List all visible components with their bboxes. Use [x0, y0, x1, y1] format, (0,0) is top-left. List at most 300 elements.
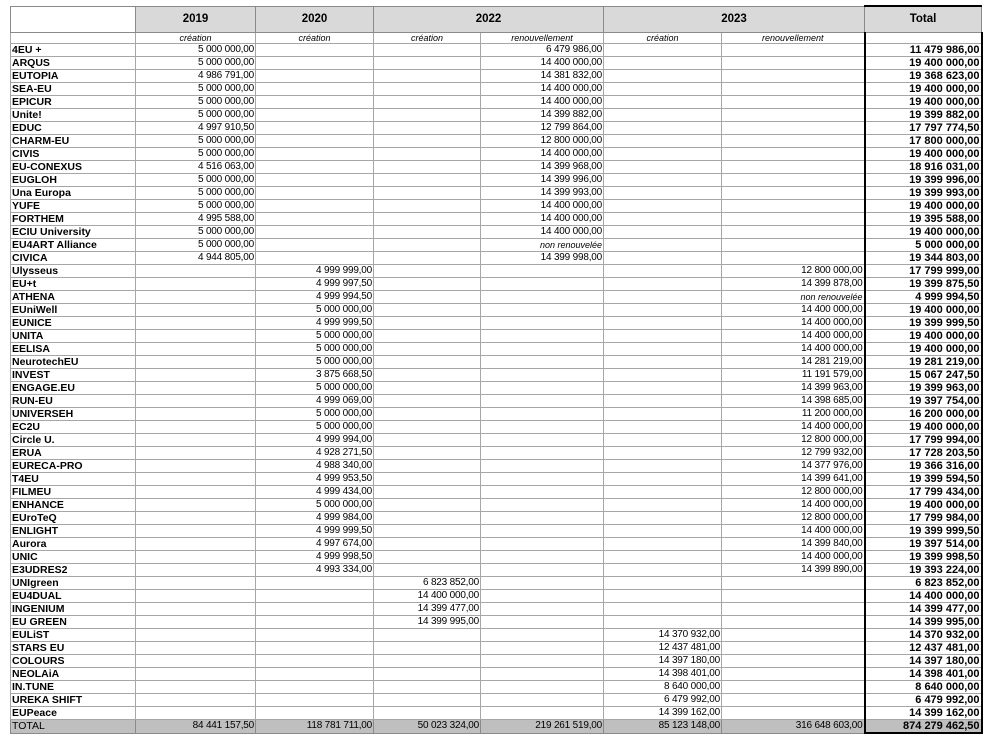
- cell-2023-creation[interactable]: [604, 265, 722, 278]
- cell-2020-creation[interactable]: [256, 148, 374, 161]
- cell-2022-renewal[interactable]: 14 381 832,00: [481, 70, 604, 83]
- cell-2023-creation[interactable]: [604, 408, 722, 421]
- cell-2019-creation[interactable]: [136, 616, 256, 629]
- cell-2022-creation[interactable]: 14 400 000,00: [374, 590, 481, 603]
- cell-2023-creation[interactable]: [604, 187, 722, 200]
- alliance-name-cell[interactable]: E3UDRES2: [11, 564, 136, 577]
- alliance-name-cell[interactable]: EUNICE: [11, 317, 136, 330]
- cell-2023-renewal[interactable]: non renouvelée: [722, 291, 865, 304]
- cell-2023-creation[interactable]: [604, 369, 722, 382]
- cell-2023-renewal[interactable]: [722, 44, 865, 57]
- totals-2019-creation[interactable]: 84 441 157,50: [136, 720, 256, 734]
- cell-2022-creation[interactable]: [374, 174, 481, 187]
- alliance-name-cell[interactable]: EUniWell: [11, 304, 136, 317]
- cell-2022-creation[interactable]: [374, 538, 481, 551]
- cell-2022-renewal[interactable]: [481, 616, 604, 629]
- cell-2023-renewal[interactable]: 14 400 000,00: [722, 304, 865, 317]
- cell-2023-renewal[interactable]: 14 399 840,00: [722, 538, 865, 551]
- cell-2022-creation[interactable]: [374, 70, 481, 83]
- cell-2019-creation[interactable]: [136, 395, 256, 408]
- cell-2020-creation[interactable]: [256, 681, 374, 694]
- cell-2023-renewal[interactable]: [722, 694, 865, 707]
- cell-2022-renewal[interactable]: 14 400 000,00: [481, 57, 604, 70]
- cell-2022-creation[interactable]: [374, 421, 481, 434]
- cell-2020-creation[interactable]: 4 988 340,00: [256, 460, 374, 473]
- totals-label[interactable]: TOTAL: [11, 720, 136, 734]
- cell-2020-creation[interactable]: [256, 109, 374, 122]
- row-total-cell[interactable]: 19 400 000,00: [865, 421, 982, 434]
- cell-2020-creation[interactable]: 4 999 984,00: [256, 512, 374, 525]
- cell-2023-renewal[interactable]: 14 400 000,00: [722, 330, 865, 343]
- cell-2023-renewal[interactable]: [722, 57, 865, 70]
- cell-2019-creation[interactable]: [136, 408, 256, 421]
- cell-2022-creation[interactable]: [374, 395, 481, 408]
- cell-2023-creation[interactable]: [604, 616, 722, 629]
- cell-2022-renewal[interactable]: 14 399 993,00: [481, 187, 604, 200]
- cell-2020-creation[interactable]: [256, 135, 374, 148]
- cell-2019-creation[interactable]: [136, 486, 256, 499]
- row-total-cell[interactable]: 6 479 992,00: [865, 694, 982, 707]
- row-total-cell[interactable]: 19 400 000,00: [865, 83, 982, 96]
- cell-2019-creation[interactable]: [136, 382, 256, 395]
- cell-2019-creation[interactable]: [136, 434, 256, 447]
- header-2023[interactable]: 2023: [604, 6, 865, 33]
- cell-2022-renewal[interactable]: [481, 278, 604, 291]
- cell-2019-creation[interactable]: [136, 265, 256, 278]
- cell-2019-creation[interactable]: [136, 473, 256, 486]
- cell-2022-renewal[interactable]: 14 400 000,00: [481, 96, 604, 109]
- cell-2019-creation[interactable]: [136, 460, 256, 473]
- cell-2019-creation[interactable]: 4 995 588,00: [136, 213, 256, 226]
- cell-2023-renewal[interactable]: 14 400 000,00: [722, 525, 865, 538]
- row-total-cell[interactable]: 19 399 999,50: [865, 525, 982, 538]
- cell-2022-renewal[interactable]: [481, 317, 604, 330]
- cell-2022-creation[interactable]: [374, 343, 481, 356]
- alliance-name-cell[interactable]: EU4ART Alliance: [11, 239, 136, 252]
- cell-2022-creation[interactable]: 6 823 852,00: [374, 577, 481, 590]
- cell-2022-creation[interactable]: [374, 525, 481, 538]
- cell-2023-creation[interactable]: [604, 551, 722, 564]
- cell-2023-renewal[interactable]: [722, 213, 865, 226]
- cell-2022-renewal[interactable]: [481, 447, 604, 460]
- cell-2022-renewal[interactable]: 12 800 000,00: [481, 135, 604, 148]
- row-total-cell[interactable]: 12 437 481,00: [865, 642, 982, 655]
- alliance-name-cell[interactable]: UNIgreen: [11, 577, 136, 590]
- cell-2019-creation[interactable]: [136, 668, 256, 681]
- row-total-cell[interactable]: 19 366 316,00: [865, 460, 982, 473]
- row-total-cell[interactable]: 19 399 993,00: [865, 187, 982, 200]
- cell-2020-creation[interactable]: 5 000 000,00: [256, 343, 374, 356]
- cell-2023-renewal[interactable]: 12 800 000,00: [722, 486, 865, 499]
- alliance-name-cell[interactable]: EELISA: [11, 343, 136, 356]
- cell-2022-renewal[interactable]: [481, 590, 604, 603]
- cell-2019-creation[interactable]: [136, 590, 256, 603]
- cell-2023-renewal[interactable]: 12 799 932,00: [722, 447, 865, 460]
- row-total-cell[interactable]: 17 797 774,50: [865, 122, 982, 135]
- row-total-cell[interactable]: 19 281 219,00: [865, 356, 982, 369]
- cell-2020-creation[interactable]: [256, 226, 374, 239]
- row-total-cell[interactable]: 19 399 999,50: [865, 317, 982, 330]
- row-total-cell[interactable]: 17 799 984,00: [865, 512, 982, 525]
- cell-2020-creation[interactable]: [256, 694, 374, 707]
- row-total-cell[interactable]: 14 399 162,00: [865, 707, 982, 720]
- subheader-2020-creation[interactable]: création: [256, 33, 374, 44]
- cell-2022-renewal[interactable]: [481, 655, 604, 668]
- alliance-name-cell[interactable]: ENGAGE.EU: [11, 382, 136, 395]
- cell-2022-creation[interactable]: 14 399 995,00: [374, 616, 481, 629]
- cell-2023-creation[interactable]: [604, 109, 722, 122]
- row-total-cell[interactable]: 19 399 875,50: [865, 278, 982, 291]
- cell-2023-creation[interactable]: 14 370 932,00: [604, 629, 722, 642]
- cell-2022-renewal[interactable]: [481, 603, 604, 616]
- cell-2022-creation[interactable]: 14 399 477,00: [374, 603, 481, 616]
- cell-2022-renewal[interactable]: 14 399 968,00: [481, 161, 604, 174]
- cell-2023-renewal[interactable]: 14 399 878,00: [722, 278, 865, 291]
- subheader-2023-creation[interactable]: création: [604, 33, 722, 44]
- cell-2022-creation[interactable]: [374, 161, 481, 174]
- row-total-cell[interactable]: 15 067 247,50: [865, 369, 982, 382]
- alliance-name-cell[interactable]: EUroTeQ: [11, 512, 136, 525]
- header-2020[interactable]: 2020: [256, 6, 374, 33]
- totals-2020-creation[interactable]: 118 781 711,00: [256, 720, 374, 734]
- row-total-cell[interactable]: 19 393 224,00: [865, 564, 982, 577]
- cell-2020-creation[interactable]: [256, 200, 374, 213]
- cell-2019-creation[interactable]: [136, 525, 256, 538]
- cell-2023-creation[interactable]: [604, 473, 722, 486]
- cell-2023-creation[interactable]: [604, 239, 722, 252]
- alliance-name-cell[interactable]: EC2U: [11, 421, 136, 434]
- cell-2023-creation[interactable]: [604, 57, 722, 70]
- cell-2022-creation[interactable]: [374, 304, 481, 317]
- row-total-cell[interactable]: 19 400 000,00: [865, 343, 982, 356]
- row-total-cell[interactable]: 19 368 623,00: [865, 70, 982, 83]
- cell-2023-renewal[interactable]: 12 800 000,00: [722, 512, 865, 525]
- cell-2023-creation[interactable]: [604, 395, 722, 408]
- header-corner-cell[interactable]: [11, 6, 136, 33]
- cell-2019-creation[interactable]: [136, 291, 256, 304]
- cell-2020-creation[interactable]: 4 928 271,50: [256, 447, 374, 460]
- row-total-cell[interactable]: 5 000 000,00: [865, 239, 982, 252]
- row-total-cell[interactable]: 14 397 180,00: [865, 655, 982, 668]
- cell-2020-creation[interactable]: 4 999 998,50: [256, 551, 374, 564]
- cell-2022-creation[interactable]: [374, 369, 481, 382]
- cell-2023-creation[interactable]: [604, 161, 722, 174]
- cell-2023-renewal[interactable]: [722, 252, 865, 265]
- cell-2023-creation[interactable]: [604, 512, 722, 525]
- alliance-name-cell[interactable]: ARQUS: [11, 57, 136, 70]
- cell-2022-creation[interactable]: [374, 148, 481, 161]
- cell-2022-renewal[interactable]: non renouvelée: [481, 239, 604, 252]
- cell-2020-creation[interactable]: [256, 655, 374, 668]
- cell-2022-renewal[interactable]: [481, 330, 604, 343]
- cell-2022-creation[interactable]: [374, 200, 481, 213]
- cell-2023-renewal[interactable]: 14 281 219,00: [722, 356, 865, 369]
- cell-2022-creation[interactable]: [374, 187, 481, 200]
- cell-2020-creation[interactable]: 4 999 994,50: [256, 291, 374, 304]
- cell-2022-renewal[interactable]: 14 400 000,00: [481, 213, 604, 226]
- subheader-2022-creation[interactable]: création: [374, 33, 481, 44]
- cell-2019-creation[interactable]: [136, 707, 256, 720]
- cell-2023-renewal[interactable]: [722, 577, 865, 590]
- cell-2022-renewal[interactable]: [481, 356, 604, 369]
- alliance-name-cell[interactable]: Ulysseus: [11, 265, 136, 278]
- alliance-name-cell[interactable]: EUTOPIA: [11, 70, 136, 83]
- row-total-cell[interactable]: 14 400 000,00: [865, 590, 982, 603]
- cell-2019-creation[interactable]: [136, 577, 256, 590]
- cell-2020-creation[interactable]: [256, 603, 374, 616]
- alliance-name-cell[interactable]: Aurora: [11, 538, 136, 551]
- cell-2023-renewal[interactable]: [722, 109, 865, 122]
- cell-2023-renewal[interactable]: 11 200 000,00: [722, 408, 865, 421]
- cell-2023-renewal[interactable]: 14 400 000,00: [722, 317, 865, 330]
- row-total-cell[interactable]: 19 399 963,00: [865, 382, 982, 395]
- cell-2019-creation[interactable]: [136, 694, 256, 707]
- cell-2019-creation[interactable]: [136, 356, 256, 369]
- row-total-cell[interactable]: 19 397 754,00: [865, 395, 982, 408]
- cell-2022-creation[interactable]: [374, 655, 481, 668]
- row-total-cell[interactable]: 17 799 999,00: [865, 265, 982, 278]
- cell-2023-renewal[interactable]: [722, 616, 865, 629]
- alliance-name-cell[interactable]: UNITA: [11, 330, 136, 343]
- cell-2023-creation[interactable]: [604, 330, 722, 343]
- cell-2020-creation[interactable]: 5 000 000,00: [256, 421, 374, 434]
- cell-2022-creation[interactable]: [374, 265, 481, 278]
- cell-2022-renewal[interactable]: [481, 304, 604, 317]
- cell-2023-renewal[interactable]: [722, 200, 865, 213]
- cell-2019-creation[interactable]: [136, 343, 256, 356]
- cell-2019-creation[interactable]: [136, 421, 256, 434]
- row-total-cell[interactable]: 14 399 477,00: [865, 603, 982, 616]
- alliance-name-cell[interactable]: T4EU: [11, 473, 136, 486]
- cell-2019-creation[interactable]: [136, 603, 256, 616]
- totals-2023-renewal[interactable]: 316 648 603,00: [722, 720, 865, 734]
- cell-2022-creation[interactable]: [374, 681, 481, 694]
- cell-2023-renewal[interactable]: [722, 590, 865, 603]
- cell-2023-creation[interactable]: 14 399 162,00: [604, 707, 722, 720]
- row-total-cell[interactable]: 17 800 000,00: [865, 135, 982, 148]
- row-total-cell[interactable]: 19 400 000,00: [865, 330, 982, 343]
- cell-2022-creation[interactable]: [374, 512, 481, 525]
- row-total-cell[interactable]: 14 399 995,00: [865, 616, 982, 629]
- row-total-cell[interactable]: 19 399 996,00: [865, 174, 982, 187]
- cell-2022-renewal[interactable]: [481, 577, 604, 590]
- cell-2022-creation[interactable]: [374, 434, 481, 447]
- cell-2019-creation[interactable]: 5 000 000,00: [136, 200, 256, 213]
- cell-2023-renewal[interactable]: [722, 707, 865, 720]
- cell-2023-renewal[interactable]: [722, 668, 865, 681]
- cell-2022-renewal[interactable]: [481, 694, 604, 707]
- alliance-name-cell[interactable]: ENHANCE: [11, 499, 136, 512]
- cell-2020-creation[interactable]: 4 999 997,50: [256, 278, 374, 291]
- alliance-name-cell[interactable]: ATHENA: [11, 291, 136, 304]
- row-total-cell[interactable]: 19 399 594,50: [865, 473, 982, 486]
- cell-2023-renewal[interactable]: [722, 226, 865, 239]
- row-total-cell[interactable]: 19 399 882,00: [865, 109, 982, 122]
- alliance-name-cell[interactable]: CHARM-EU: [11, 135, 136, 148]
- cell-2023-creation[interactable]: [604, 460, 722, 473]
- row-total-cell[interactable]: 4 999 994,50: [865, 291, 982, 304]
- totals-2022-renewal[interactable]: 219 261 519,00: [481, 720, 604, 734]
- cell-2020-creation[interactable]: [256, 239, 374, 252]
- subheader-2019-creation[interactable]: création: [136, 33, 256, 44]
- alliance-name-cell[interactable]: STARS EU: [11, 642, 136, 655]
- cell-2023-renewal[interactable]: 11 191 579,00: [722, 369, 865, 382]
- row-total-cell[interactable]: 16 200 000,00: [865, 408, 982, 421]
- cell-2019-creation[interactable]: 5 000 000,00: [136, 187, 256, 200]
- cell-2023-creation[interactable]: [604, 356, 722, 369]
- cell-2023-creation[interactable]: [604, 291, 722, 304]
- cell-2019-creation[interactable]: 5 000 000,00: [136, 174, 256, 187]
- alliance-name-cell[interactable]: UNIVERSEH: [11, 408, 136, 421]
- cell-2020-creation[interactable]: [256, 161, 374, 174]
- cell-2022-renewal[interactable]: [481, 629, 604, 642]
- cell-2022-creation[interactable]: [374, 96, 481, 109]
- cell-2022-renewal[interactable]: [481, 460, 604, 473]
- cell-2023-renewal[interactable]: [722, 629, 865, 642]
- alliance-name-cell[interactable]: ERUA: [11, 447, 136, 460]
- cell-2019-creation[interactable]: 5 000 000,00: [136, 239, 256, 252]
- cell-2023-creation[interactable]: [604, 564, 722, 577]
- cell-2023-renewal[interactable]: [722, 122, 865, 135]
- cell-2019-creation[interactable]: [136, 681, 256, 694]
- header-2022[interactable]: 2022: [374, 6, 604, 33]
- cell-2022-renewal[interactable]: [481, 551, 604, 564]
- cell-2023-creation[interactable]: 12 437 481,00: [604, 642, 722, 655]
- alliance-name-cell[interactable]: FORTHEM: [11, 213, 136, 226]
- cell-2023-creation[interactable]: [604, 44, 722, 57]
- cell-2023-renewal[interactable]: [722, 83, 865, 96]
- cell-2023-creation[interactable]: [604, 213, 722, 226]
- cell-2022-creation[interactable]: [374, 473, 481, 486]
- subheader-2022-renewal[interactable]: renouvellement: [481, 33, 604, 44]
- cell-2020-creation[interactable]: [256, 629, 374, 642]
- alliance-name-cell[interactable]: EURECA-PRO: [11, 460, 136, 473]
- cell-2022-renewal[interactable]: [481, 434, 604, 447]
- alliance-name-cell[interactable]: Circle U.: [11, 434, 136, 447]
- cell-2022-creation[interactable]: [374, 460, 481, 473]
- alliance-name-cell[interactable]: ECIU University: [11, 226, 136, 239]
- row-total-cell[interactable]: 17 799 994,00: [865, 434, 982, 447]
- alliance-name-cell[interactable]: COLOURS: [11, 655, 136, 668]
- cell-2019-creation[interactable]: [136, 330, 256, 343]
- cell-2022-creation[interactable]: [374, 356, 481, 369]
- cell-2022-renewal[interactable]: [481, 707, 604, 720]
- cell-2022-renewal[interactable]: 14 399 998,00: [481, 252, 604, 265]
- cell-2020-creation[interactable]: 5 000 000,00: [256, 408, 374, 421]
- cell-2022-renewal[interactable]: [481, 681, 604, 694]
- cell-2022-creation[interactable]: [374, 629, 481, 642]
- cell-2019-creation[interactable]: [136, 629, 256, 642]
- alliance-name-cell[interactable]: IN.TUNE: [11, 681, 136, 694]
- cell-2023-renewal[interactable]: 14 399 963,00: [722, 382, 865, 395]
- header-total[interactable]: Total: [865, 6, 982, 33]
- cell-2019-creation[interactable]: [136, 317, 256, 330]
- row-total-cell[interactable]: 8 640 000,00: [865, 681, 982, 694]
- cell-2022-renewal[interactable]: [481, 486, 604, 499]
- cell-2023-creation[interactable]: [604, 96, 722, 109]
- cell-2020-creation[interactable]: 4 999 434,00: [256, 486, 374, 499]
- cell-2020-creation[interactable]: [256, 668, 374, 681]
- row-total-cell[interactable]: 19 400 000,00: [865, 226, 982, 239]
- cell-2022-creation[interactable]: [374, 707, 481, 720]
- cell-2019-creation[interactable]: [136, 551, 256, 564]
- cell-2023-renewal[interactable]: 14 399 641,00: [722, 473, 865, 486]
- subheader-total-cell[interactable]: [865, 33, 982, 44]
- cell-2022-creation[interactable]: [374, 109, 481, 122]
- cell-2019-creation[interactable]: [136, 538, 256, 551]
- cell-2020-creation[interactable]: 4 999 994,00: [256, 434, 374, 447]
- cell-2022-creation[interactable]: [374, 382, 481, 395]
- cell-2023-creation[interactable]: [604, 304, 722, 317]
- cell-2019-creation[interactable]: 5 000 000,00: [136, 109, 256, 122]
- cell-2022-renewal[interactable]: 12 799 864,00: [481, 122, 604, 135]
- cell-2022-renewal[interactable]: [481, 421, 604, 434]
- cell-2019-creation[interactable]: 5 000 000,00: [136, 83, 256, 96]
- cell-2022-renewal[interactable]: [481, 369, 604, 382]
- cell-2022-renewal[interactable]: [481, 395, 604, 408]
- cell-2022-creation[interactable]: [374, 447, 481, 460]
- alliance-name-cell[interactable]: EPICUR: [11, 96, 136, 109]
- cell-2022-renewal[interactable]: [481, 564, 604, 577]
- cell-2023-creation[interactable]: [604, 83, 722, 96]
- cell-2022-creation[interactable]: [374, 499, 481, 512]
- row-total-cell[interactable]: 19 400 000,00: [865, 304, 982, 317]
- cell-2023-creation[interactable]: [604, 317, 722, 330]
- cell-2020-creation[interactable]: 4 999 999,00: [256, 265, 374, 278]
- cell-2022-creation[interactable]: [374, 564, 481, 577]
- cell-2022-creation[interactable]: [374, 668, 481, 681]
- cell-2020-creation[interactable]: 5 000 000,00: [256, 382, 374, 395]
- cell-2019-creation[interactable]: 5 000 000,00: [136, 148, 256, 161]
- cell-2022-creation[interactable]: [374, 252, 481, 265]
- cell-2019-creation[interactable]: [136, 447, 256, 460]
- row-total-cell[interactable]: 19 400 000,00: [865, 148, 982, 161]
- row-total-cell[interactable]: 19 400 000,00: [865, 96, 982, 109]
- cell-2019-creation[interactable]: [136, 369, 256, 382]
- subheader-2023-renewal[interactable]: renouvellement: [722, 33, 865, 44]
- cell-2020-creation[interactable]: [256, 187, 374, 200]
- alliance-name-cell[interactable]: EU4DUAL: [11, 590, 136, 603]
- cell-2020-creation[interactable]: [256, 707, 374, 720]
- row-total-cell[interactable]: 19 400 000,00: [865, 200, 982, 213]
- cell-2022-renewal[interactable]: [481, 668, 604, 681]
- totals-2022-creation[interactable]: 50 023 324,00: [374, 720, 481, 734]
- cell-2022-creation[interactable]: [374, 291, 481, 304]
- cell-2022-renewal[interactable]: [481, 291, 604, 304]
- cell-2023-renewal[interactable]: 12 800 000,00: [722, 265, 865, 278]
- cell-2019-creation[interactable]: 5 000 000,00: [136, 57, 256, 70]
- alliance-name-cell[interactable]: 4EU +: [11, 44, 136, 57]
- alliance-name-cell[interactable]: EU GREEN: [11, 616, 136, 629]
- cell-2023-creation[interactable]: [604, 603, 722, 616]
- cell-2023-renewal[interactable]: 14 377 976,00: [722, 460, 865, 473]
- alliance-name-cell[interactable]: EDUC: [11, 122, 136, 135]
- cell-2023-renewal[interactable]: 14 400 000,00: [722, 499, 865, 512]
- row-total-cell[interactable]: 19 395 588,00: [865, 213, 982, 226]
- cell-2023-creation[interactable]: [604, 499, 722, 512]
- cell-2023-renewal[interactable]: 12 800 000,00: [722, 434, 865, 447]
- subheader-blank-cell[interactable]: [11, 33, 136, 44]
- cell-2019-creation[interactable]: [136, 499, 256, 512]
- cell-2022-creation[interactable]: [374, 122, 481, 135]
- cell-2022-creation[interactable]: [374, 408, 481, 421]
- cell-2020-creation[interactable]: [256, 252, 374, 265]
- row-total-cell[interactable]: 17 728 203,50: [865, 447, 982, 460]
- cell-2022-creation[interactable]: [374, 278, 481, 291]
- row-total-cell[interactable]: 19 399 998,50: [865, 551, 982, 564]
- alliance-name-cell[interactable]: EULiST: [11, 629, 136, 642]
- cell-2023-creation[interactable]: [604, 382, 722, 395]
